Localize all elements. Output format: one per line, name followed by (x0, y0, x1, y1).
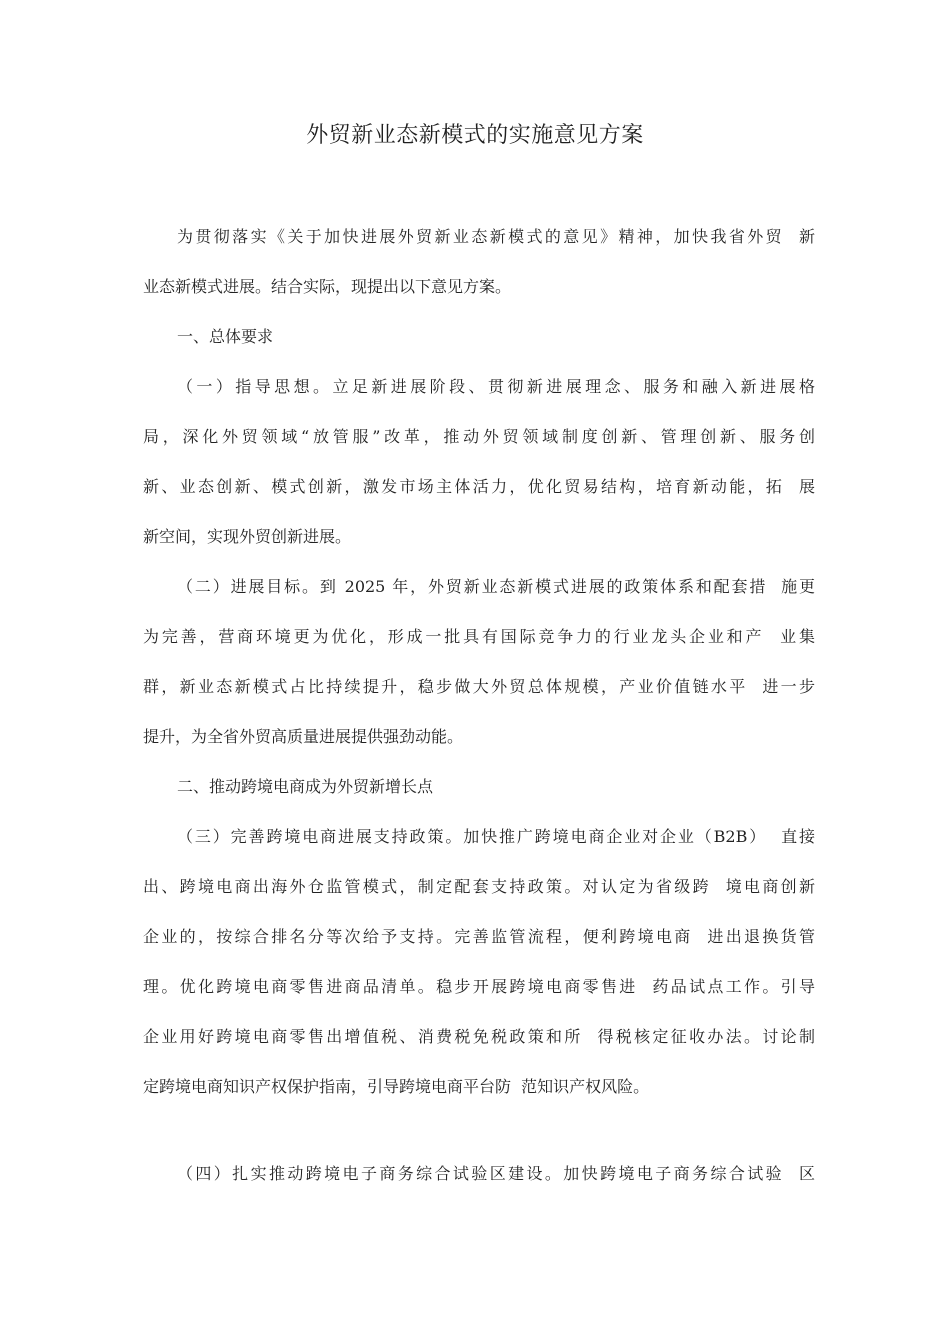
item-1-line-4: 新空间，实现外贸创新进展。 (143, 527, 352, 546)
intro-line-2: 业态新模式进展。结合实际，现提出以下意见方案。 (143, 277, 512, 296)
section-heading-2: 二、推动跨境电商成为外贸新增长点 (177, 777, 434, 796)
item-2-line-2: 为完善，营商环境更为优化，形成一批具有国际竞争力的行业龙头企业和产 业集 (143, 627, 815, 646)
item-3-line-5: 企业用好跨境电商零售出增值税、消费税免税政策和所 得税核定征收办法。讨论制 (143, 1027, 815, 1046)
item-3-line-2: 出、跨境电商出海外仓监管模式，制定配套支持政策。对认定为省级跨 境电商创新 (143, 877, 815, 896)
item-3-line-6: 定跨境电商知识产权保护指南，引导跨境电商平台防 范知识产权风险。 (143, 1077, 650, 1096)
item-1-line-1: （一）指导思想。立足新进展阶段、贯彻新进展理念、服务和融入新进展格 (177, 377, 815, 396)
item-3-line-1: （三）完善跨境电商进展支持政策。加快推广跨境电商企业对企业（B2B） 直接 (177, 827, 815, 846)
item-3-line-4: 理。优化跨境电商零售进商品清单。稳步开展跨境电商零售进 药品试点工作。引导 (143, 977, 815, 996)
item-2-line-4: 提升，为全省外贸高质量进展提供强劲动能。 (143, 727, 464, 746)
intro-line-1: 为贯彻落实《关于加快进展外贸新业态新模式的意见》精神，加快我省外贸 新 (177, 227, 815, 246)
item-1-line-2: 局，深化外贸领域“放管服”改革，推动外贸领域制度创新、管理创新、服务创 (143, 427, 815, 446)
section-heading-1: 一、总体要求 (177, 327, 274, 346)
item-2-line-3: 群，新业态新模式占比持续提升，稳步做大外贸总体规模，产业价值链水平 进一步 (143, 677, 815, 696)
document-title: 外贸新业态新模式的实施意见方案 (306, 123, 644, 148)
item-1-line-3: 新、业态创新、模式创新，激发市场主体活力，优化贸易结构，培育新动能，拓 展 (143, 477, 815, 496)
item-4-line-1: （四）扎实推动跨境电子商务综合试验区建设。加快跨境电子商务综合试验 区 (177, 1164, 815, 1183)
item-2-line-1: （二）进展目标。到 2025 年，外贸新业态新模式进展的政策体系和配套措 施更 (177, 577, 815, 596)
item-3-line-3: 企业的，按综合排名分等次给予支持。完善监管流程，便利跨境电商 进出退换货管 (143, 927, 815, 946)
